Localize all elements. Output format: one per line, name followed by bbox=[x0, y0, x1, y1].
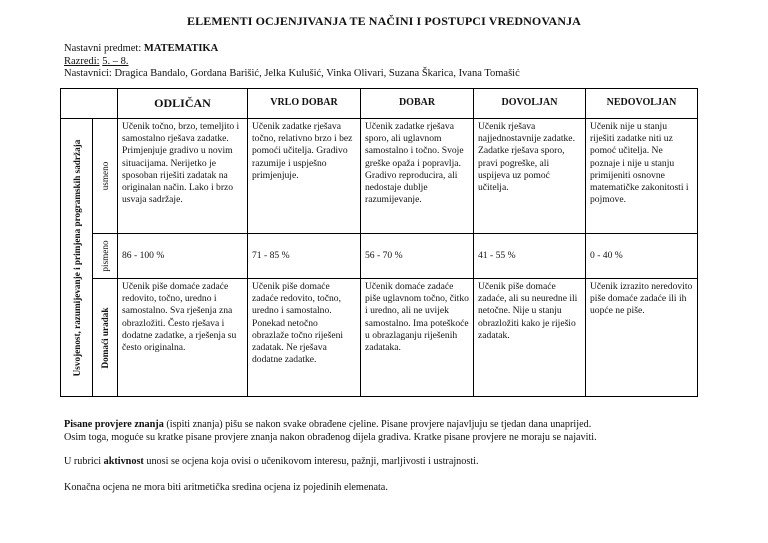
table-cell: 56 - 70 % bbox=[361, 234, 474, 279]
note-activity-text: unosi se ocjena koja ovisi o učenikovom interesu, pažnji, marljivosti i ustrajnosti. bbox=[143, 456, 479, 467]
teachers-label: Nastavnici: bbox=[64, 68, 112, 79]
table-cell: Učenik točno, brzo, temeljito i samostalno rješava zadatke. Primjenjuje gradivo u novim situacijama. Nerijetko je sposoban riješiti zadatak na originalan način. Lako i brzo usvaja sadržaje. bbox=[118, 119, 248, 234]
table-cell: Učenik domaće zadaće piše uglavnom točno, čitko i uredno, ali ne uvijek samostalno. Ima poteškoće u obrazlaganju riješenih zadataka. bbox=[361, 279, 474, 397]
table-cell: Učenik zadatke rješava točno, relativno brzo i bez pomoći učitelja. Gradivo razumije i uspješno primjenjuje. bbox=[248, 119, 361, 234]
table-cell: Učenik piše domaće zadaće redovito, točno, uredno i samostalno. Sva rješenja zna obrazložiti. Često rješava i dodatne zadatke, a rješenja su često originalna. bbox=[118, 279, 248, 397]
subject-value: MATEMATIKA bbox=[143, 43, 219, 54]
table-cell: Učenik izrazito neredovito piše domaće zadaće ili ih uopće ne piše. bbox=[586, 279, 698, 397]
table-cell: Učenik piše domaće zadaće, ali su neuredne ili netočne. Nije u stanju obrazložiti kako je riješio zadatak. bbox=[474, 279, 586, 397]
note-written-tests bbox=[64, 418, 591, 431]
table-cell: 86 - 100 % bbox=[118, 234, 248, 279]
row-label-usmeno: usmeno bbox=[99, 161, 110, 191]
table-cell: 0 - 40 % bbox=[586, 234, 698, 279]
table-row bbox=[61, 234, 698, 279]
subject-label: Nastavni predmet: bbox=[64, 43, 142, 54]
teachers-value: Dragica Bandalo, Gordana Barišić, Jelka Kulušić, Vinka Olivari, Suzana Škarica, Ivana Tomašić bbox=[114, 68, 520, 79]
table-row bbox=[61, 119, 698, 234]
note-written-tests-bold: Pisane provjere znanja bbox=[64, 419, 164, 430]
table-cell: 71 - 85 % bbox=[248, 234, 361, 279]
row-label-cell bbox=[93, 119, 118, 234]
note-written-tests-text: (ispiti znanja) pišu se nakon svake obrađene cjeline. Pisane provjere najavljuju se tjedan dana unaprijed. bbox=[163, 419, 592, 430]
row-label-cell bbox=[93, 279, 118, 397]
table-row bbox=[61, 279, 698, 397]
table-cell: Učenik piše domaće zadaće redovito, točno, uredno i samostalno. Ponekad netočno obrazlaže točno riješeni zadatak. Ne rješava dodatne zadatke. bbox=[248, 279, 361, 397]
table-header-row bbox=[61, 89, 698, 119]
table-cell: Učenik rješava najjednostavnije zadatke. Zadatke rješava sporo, pravi pogreške, ali uspijeva uz pomoć učitelja. bbox=[474, 119, 586, 234]
note-short-tests: Osim toga, moguće su kratke pisane provjere znanja nakon obrađenog dijela gradiva. Kratke pisane provjere ne moraju se najaviti. bbox=[64, 432, 597, 443]
column-header-nedovoljan: NEDOVOLJAN bbox=[586, 89, 698, 119]
note-activity-pre: U rubrici bbox=[64, 456, 104, 467]
note-activity-bold: aktivnost bbox=[103, 456, 144, 467]
note-final-grade: Konačna ocjena ne mora biti aritmetička sredina ocjena iz pojedinih elemenata. bbox=[64, 482, 388, 493]
corner-cell bbox=[61, 89, 118, 119]
column-header-dobar: DOBAR bbox=[361, 89, 474, 119]
group-label: Usvojenost, razumijevanje i primjena programskih sadržaja bbox=[71, 139, 82, 376]
document-title: ELEMENTI OCJENJIVANJA TE NAČINI I POSTUPCI VREDNOVANJA bbox=[187, 14, 581, 28]
column-header-vrlo-dobar: VRLO DOBAR bbox=[248, 89, 361, 119]
teachers-line bbox=[64, 67, 520, 80]
grading-rubric-table bbox=[60, 88, 698, 397]
table-cell: 41 - 55 % bbox=[474, 234, 586, 279]
column-header-odlican: ODLIČAN bbox=[118, 89, 248, 119]
note-activity bbox=[64, 455, 479, 468]
table-cell: Učenik zadatke rješava sporo, ali uglavnom samostalno i točno. Svoje greške opaža i popravlja. Gradivo reproducira, ali nedostaje dublje razumijevanje. bbox=[361, 119, 474, 234]
table-cell: Učenik nije u stanju riješiti zadatke niti uz pomoć učitelja. Ne poznaje i nije u stanju primijeniti osnovne matematičke zakonitosti i pojmove. bbox=[586, 119, 698, 234]
subject-line bbox=[64, 42, 218, 55]
row-label-cell bbox=[93, 234, 118, 279]
column-header-dovoljan: DOVOLJAN bbox=[474, 89, 586, 119]
grade-label: Razredi: bbox=[64, 56, 100, 67]
row-label-pismeno: pismeno bbox=[99, 240, 110, 272]
group-label-cell bbox=[61, 119, 93, 397]
grade-value: 5. – 8. bbox=[102, 56, 129, 67]
row-label-domaci-uradak: Domaći uradak bbox=[99, 307, 110, 368]
